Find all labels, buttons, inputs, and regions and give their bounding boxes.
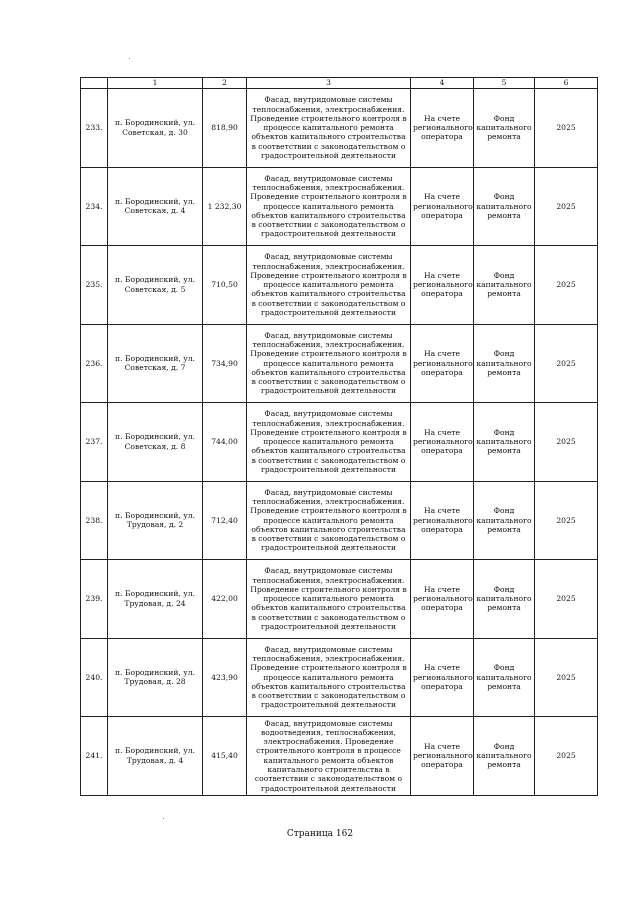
address-cell: п. Бородинский, ул. Трудовая, д. 2	[108, 481, 203, 560]
header-cell-3: 3	[247, 78, 411, 89]
row-number: 241.	[81, 717, 108, 796]
column-number-header-row	[81, 78, 598, 89]
area-cell: 712,40	[203, 481, 247, 560]
account-type-cell: На счете регионального оператора	[411, 560, 474, 639]
year-cell: 2025	[535, 638, 598, 717]
works-description-cell: Фасад, внутридомовые системы теплоснабжения, электроснабжения. Проведение строительного контроля в процессе капитального ремонта объектов капитального строительства в соответствии с законодательством о градостроительной деятельности	[247, 167, 411, 246]
capital-repair-table	[80, 77, 598, 796]
table-row	[81, 717, 598, 796]
works-description-cell: Фасад, внутридомовые системы теплоснабжения, электроснабжения. Проведение строительного контроля в процессе капитального ремонта объектов капитального строительства в соответствии с законодательством о градостроительной деятельности	[247, 324, 411, 403]
area-cell: 710,50	[203, 246, 247, 325]
works-description-cell: Фасад, внутридомовые системы водоотведения, теплоснабжения, электроснабжения. Проведение строительного контроля в процессе капитального ремонта объектов капитального строительства в соответствии с законодательством о градостроительной деятельности	[247, 717, 411, 796]
address-cell: п. Бородинский, ул. Советская, д. 30	[108, 89, 203, 168]
header-cell-4: 4	[411, 78, 474, 89]
table-row	[81, 167, 598, 246]
address-cell: п. Бородинский, ул. Советская, д. 7	[108, 324, 203, 403]
area-cell: 422,00	[203, 560, 247, 639]
works-description-cell: Фасад, внутридомовые системы теплоснабжения, электроснабжения. Проведение строительного контроля в процессе капитального ремонта объектов капитального строительства в соответствии с законодательством о градостроительной деятельности	[247, 481, 411, 560]
header-cell-6: 6	[535, 78, 598, 89]
account-type-cell: На счете регионального оператора	[411, 89, 474, 168]
works-description-cell: Фасад, внутридомовые системы теплоснабжения, электроснабжения. Проведение строительного контроля в процессе капитального ремонта объектов капитального строительства в соответствии с законодательством о градостроительной деятельности	[247, 638, 411, 717]
works-description-cell: Фасад, внутридомовые системы теплоснабжения, электроснабжения. Проведение строительного контроля в процессе капитального ремонта объектов капитального строительства в соответствии с законодательством о градостроительной деятельности	[247, 560, 411, 639]
account-type-cell: На счете регионального оператора	[411, 638, 474, 717]
address-cell: п. Бородинский, ул. Советская, д. 5	[108, 246, 203, 325]
funding-source-cell: Фонд капитального ремонта	[474, 167, 535, 246]
account-type-cell: На счете регионального оператора	[411, 246, 474, 325]
area-cell: 415,40	[203, 717, 247, 796]
table-row	[81, 89, 598, 168]
account-type-cell: На счете регионального оператора	[411, 403, 474, 482]
account-type-cell: На счете регионального оператора	[411, 167, 474, 246]
year-cell: 2025	[535, 560, 598, 639]
table-row	[81, 638, 598, 717]
funding-source-cell: Фонд капитального ремонта	[474, 638, 535, 717]
header-cell-2: 2	[203, 78, 247, 89]
funding-source-cell: Фонд капитального ремонта	[474, 560, 535, 639]
row-number: 236.	[81, 324, 108, 403]
scan-speck	[163, 818, 164, 819]
funding-source-cell: Фонд капитального ремонта	[474, 246, 535, 325]
row-number: 233.	[81, 89, 108, 168]
address-cell: п. Бородинский, ул. Советская, д. 4	[108, 167, 203, 246]
year-cell: 2025	[535, 89, 598, 168]
area-cell: 734,90	[203, 324, 247, 403]
row-number: 238.	[81, 481, 108, 560]
works-description-cell: Фасад, внутридомовые системы теплоснабжения, электроснабжения. Проведение строительного контроля в процессе капитального ремонта объектов капитального строительства в соответствии с законодательством о градостроительной деятельности	[247, 403, 411, 482]
area-cell: 423,90	[203, 638, 247, 717]
funding-source-cell: Фонд капитального ремонта	[474, 324, 535, 403]
account-type-cell: На счете регионального оператора	[411, 717, 474, 796]
address-cell: п. Бородинский, ул. Советская, д. 8	[108, 403, 203, 482]
table-body	[81, 89, 598, 796]
row-number: 237.	[81, 403, 108, 482]
account-type-cell: На счете регионального оператора	[411, 324, 474, 403]
year-cell: 2025	[535, 403, 598, 482]
address-cell: п. Бородинский, ул. Трудовая, д. 28	[108, 638, 203, 717]
funding-source-cell: Фонд капитального ремонта	[474, 89, 535, 168]
works-description-cell: Фасад, внутридомовые системы теплоснабжения, электроснабжения. Проведение строительного контроля в процессе капитального ремонта объектов капитального строительства в соответствии с законодательством о градостроительной деятельности	[247, 246, 411, 325]
table-row	[81, 481, 598, 560]
table-row	[81, 324, 598, 403]
funding-source-cell: Фонд капитального ремонта	[474, 717, 535, 796]
year-cell: 2025	[535, 481, 598, 560]
table-row	[81, 560, 598, 639]
address-cell: п. Бородинский, ул. Трудовая, д. 4	[108, 717, 203, 796]
header-cell-blank	[81, 78, 108, 89]
year-cell: 2025	[535, 324, 598, 403]
header-cell-5: 5	[474, 78, 535, 89]
row-number: 240.	[81, 638, 108, 717]
page-number: Страница 162	[286, 829, 354, 839]
funding-source-cell: Фонд капитального ремонта	[474, 403, 535, 482]
scan-speck	[129, 58, 130, 59]
area-cell: 744,00	[203, 403, 247, 482]
row-number: 234.	[81, 167, 108, 246]
address-cell: п. Бородинский, ул. Трудовая, д. 24	[108, 560, 203, 639]
area-cell: 818,90	[203, 89, 247, 168]
table-row	[81, 403, 598, 482]
works-description-cell: Фасад, внутридомовые системы теплоснабжения, электроснабжения. Проведение строительного контроля в процессе капитального ремонта объектов капитального строительства в соответствии с законодательством о градостроительной деятельности	[247, 89, 411, 168]
account-type-cell: На счете регионального оператора	[411, 481, 474, 560]
funding-source-cell: Фонд капитального ремонта	[474, 481, 535, 560]
year-cell: 2025	[535, 167, 598, 246]
area-cell: 1 232,30	[203, 167, 247, 246]
row-number: 239.	[81, 560, 108, 639]
year-cell: 2025	[535, 717, 598, 796]
year-cell: 2025	[535, 246, 598, 325]
row-number: 235.	[81, 246, 108, 325]
header-cell-1: 1	[108, 78, 203, 89]
table-row	[81, 246, 598, 325]
